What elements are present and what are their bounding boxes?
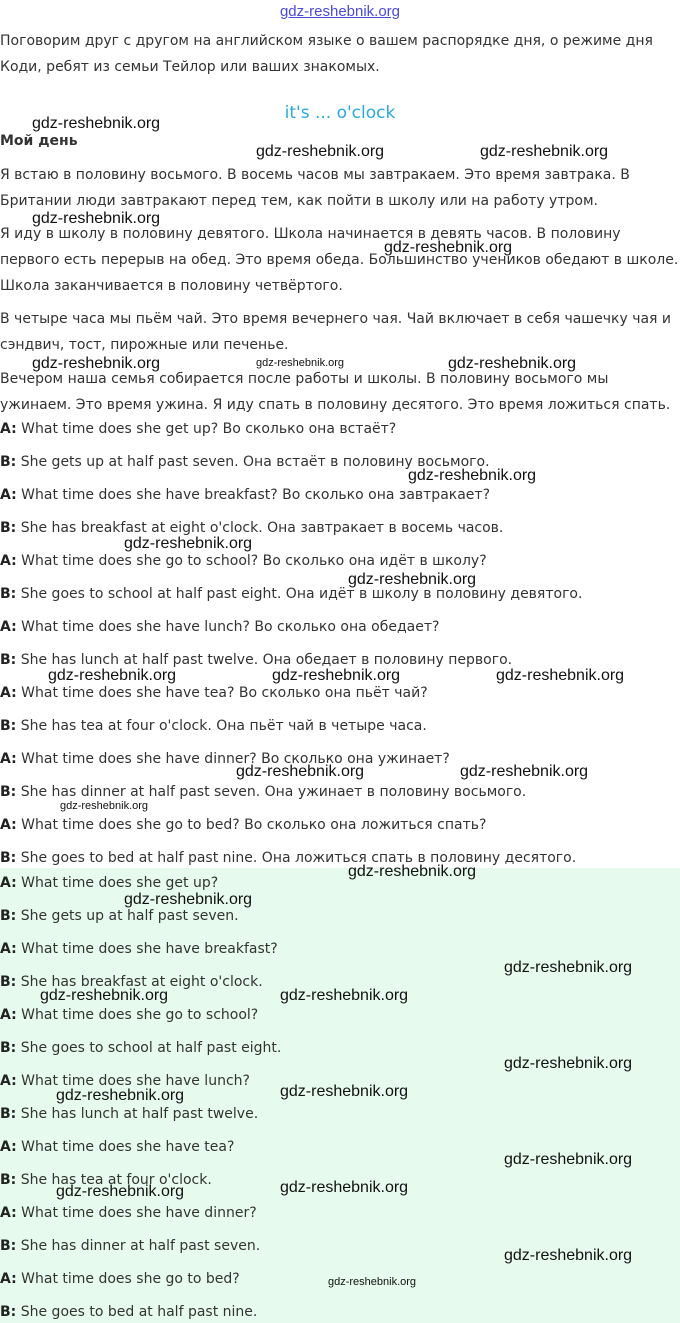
watermark: gdz-reshebnik.org bbox=[504, 1055, 633, 1072]
dialogue-en-line bbox=[0, 1006, 258, 1024]
dialogue-ru-line bbox=[0, 618, 439, 636]
dialogue-ru-line bbox=[0, 849, 576, 867]
line-text: She has tea at four o'clock. Она пьёт чай в четыре часа. bbox=[20, 718, 427, 734]
watermark: gdz-reshebnik.org bbox=[236, 763, 365, 780]
speaker-label: B: bbox=[0, 974, 17, 990]
dialogue-en-line bbox=[0, 874, 218, 892]
dialogue-ru-line bbox=[0, 750, 450, 768]
watermark: gdz-reshebnik.org bbox=[32, 210, 161, 227]
speaker-label: B: bbox=[0, 652, 17, 668]
line-text: What time does she get up? Во сколько она встаёт? bbox=[21, 421, 397, 437]
paragraph-2: Я иду в школу в половину девятого. Школа начинается в девять часов. В половину первого есть перерыв на обед. Это время обеда. Большинство учеников обедают в школе. Школа заканчивается в половину четвёртого. bbox=[0, 226, 679, 294]
line-text: What time does she go to bed? Во сколько она ложиться спать? bbox=[21, 817, 487, 833]
line-text: What time does she go to school? Во сколько она идёт в школу? bbox=[21, 553, 487, 569]
watermark: gdz-reshebnik.org bbox=[32, 355, 161, 372]
line-text: She gets up at half past seven. bbox=[20, 908, 239, 924]
line-text: What time does she go to school? bbox=[21, 1007, 259, 1023]
watermark: gdz-reshebnik.org bbox=[256, 143, 385, 160]
section-title: it's ... o'clock bbox=[284, 103, 396, 123]
speaker-label: A: bbox=[0, 1205, 17, 1221]
dialogue-en-line bbox=[0, 907, 239, 925]
dialogue-ru-line bbox=[0, 717, 427, 735]
watermark: gdz-reshebnik.org bbox=[256, 357, 345, 369]
speaker-label: A: bbox=[0, 685, 17, 701]
dialogue-en-line bbox=[0, 1105, 258, 1123]
dialogue-en-line bbox=[0, 1204, 257, 1222]
speaker-label: B: bbox=[0, 718, 17, 734]
dialogue-ru-line bbox=[0, 486, 490, 504]
line-text: She has tea at four o'clock. bbox=[20, 1172, 212, 1188]
line-text: She has breakfast at eight o'clock. bbox=[20, 974, 263, 990]
watermark: gdz-reshebnik.org bbox=[48, 667, 177, 684]
line-text: She goes to bed at half past nine. Она ложиться спать в половину десятого. bbox=[20, 850, 577, 866]
watermark: gdz-reshebnik.org bbox=[504, 1247, 633, 1264]
watermark: gdz-reshebnik.org bbox=[384, 239, 513, 256]
speaker-label: B: bbox=[0, 520, 17, 536]
dialogue-en-line bbox=[0, 1270, 240, 1288]
line-text: She goes to bed at half past nine. bbox=[20, 1304, 258, 1320]
line-text: What time does she have breakfast? bbox=[21, 941, 278, 957]
line-text: She goes to school at half past eight. bbox=[20, 1040, 282, 1056]
line-text: She has dinner at half past seven. Она ужинает в половину восьмого. bbox=[20, 784, 527, 800]
speaker-label: A: bbox=[0, 817, 17, 833]
speaker-label: A: bbox=[0, 875, 17, 891]
watermark: gdz-reshebnik.org bbox=[124, 535, 253, 552]
site-link[interactable]: gdz-reshebnik.org bbox=[279, 3, 401, 20]
paragraph-3: В четыре часа мы пьём чай. Это время вечернего чая. Чай включает в себя чашечку чая и сэндвич, тост, пирожные или печенье. bbox=[0, 311, 672, 353]
speaker-label: A: bbox=[0, 487, 17, 503]
dialogue-en-line bbox=[0, 1303, 257, 1321]
watermark: gdz-reshebnik.org bbox=[348, 571, 477, 588]
speaker-label: B: bbox=[0, 784, 17, 800]
paragraph-1: Я встаю в половину восьмого. В восемь часов мы завтракаем. Это время завтрака. В Британии люди завтракают перед тем, как пойти в школу или на работу утром. bbox=[0, 167, 630, 209]
speaker-label: B: bbox=[0, 454, 17, 470]
speaker-label: A: bbox=[0, 619, 17, 635]
dialogue-ru-line bbox=[0, 684, 428, 702]
speaker-label: A: bbox=[0, 1007, 17, 1023]
dialogue-ru-line bbox=[0, 552, 487, 570]
line-text: She has dinner at half past seven. bbox=[20, 1238, 261, 1254]
speaker-label: B: bbox=[0, 1040, 17, 1056]
speaker-label: A: bbox=[0, 421, 17, 437]
text-heading: Мой день bbox=[0, 133, 78, 149]
line-text: What time does she go to bed? bbox=[21, 1271, 240, 1287]
speaker-label: B: bbox=[0, 850, 17, 866]
dialogue-ru-line bbox=[0, 783, 526, 801]
line-text: What time does she have breakfast? Во сколько она завтракает? bbox=[21, 487, 491, 503]
watermark: gdz-reshebnik.org bbox=[504, 959, 633, 976]
line-text: What time does she have lunch? bbox=[21, 1073, 250, 1089]
watermark: gdz-reshebnik.org bbox=[32, 115, 161, 132]
dialogue-en-line bbox=[0, 940, 278, 958]
speaker-label: A: bbox=[0, 941, 17, 957]
speaker-label: A: bbox=[0, 1139, 17, 1155]
line-text: What time does she have tea? bbox=[21, 1139, 235, 1155]
watermark: gdz-reshebnik.org bbox=[348, 863, 477, 880]
line-text: What time does she have tea? Во сколько она пьёт чай? bbox=[21, 685, 428, 701]
watermark: gdz-reshebnik.org bbox=[280, 987, 409, 1004]
dialogue-ru-line bbox=[0, 585, 582, 603]
speaker-label: B: bbox=[0, 1304, 17, 1320]
watermark: gdz-reshebnik.org bbox=[56, 1087, 185, 1104]
watermark: gdz-reshebnik.org bbox=[408, 467, 537, 484]
line-text: What time does she have lunch? Во сколько она обедает? bbox=[21, 619, 440, 635]
watermark: gdz-reshebnik.org bbox=[496, 667, 625, 684]
intro-text: Поговорим друг с другом на английском языке о вашем распорядке дня, о режиме дня Коди, ребят из семьи Тейлор или ваших знакомых. bbox=[0, 33, 653, 75]
speaker-label: B: bbox=[0, 908, 17, 924]
speaker-label: A: bbox=[0, 1271, 17, 1287]
speaker-label: B: bbox=[0, 586, 17, 602]
paragraph-4: Вечером наша семья собирается после работы и школы. В половину восьмого мы ужинаем. Это время ужина. Я иду спать в половину десятого. Это время ложиться спать. bbox=[0, 371, 671, 413]
line-text: She has lunch at half past twelve. Она обедает в половину первого. bbox=[20, 652, 513, 668]
line-text: She goes to school at half past eight. Она идёт в школу в половину девятого. bbox=[20, 586, 583, 602]
line-text: She gets up at half past seven. Она встаёт в половину восьмого. bbox=[20, 454, 490, 470]
watermark: gdz-reshebnik.org bbox=[460, 763, 589, 780]
speaker-label: B: bbox=[0, 1106, 17, 1122]
watermark: gdz-reshebnik.org bbox=[56, 1183, 185, 1200]
watermark: gdz-reshebnik.org bbox=[280, 1083, 409, 1100]
speaker-label: B: bbox=[0, 1238, 17, 1254]
line-text: What time does she have dinner? bbox=[21, 1205, 257, 1221]
speaker-label: B: bbox=[0, 1172, 17, 1188]
watermark: gdz-reshebnik.org bbox=[328, 1276, 417, 1288]
line-text: She has lunch at half past twelve. bbox=[20, 1106, 259, 1122]
dialogue-en-line bbox=[0, 1237, 260, 1255]
watermark: gdz-reshebnik.org bbox=[504, 1151, 633, 1168]
watermark: gdz-reshebnik.org bbox=[60, 800, 149, 812]
dialogue-en-line bbox=[0, 1138, 234, 1156]
speaker-label: A: bbox=[0, 1073, 17, 1089]
dialogue-ru-line bbox=[0, 420, 396, 438]
speaker-label: A: bbox=[0, 553, 17, 569]
watermark: gdz-reshebnik.org bbox=[280, 1179, 409, 1196]
watermark: gdz-reshebnik.org bbox=[124, 891, 253, 908]
watermark: gdz-reshebnik.org bbox=[40, 987, 169, 1004]
watermark: gdz-reshebnik.org bbox=[448, 355, 577, 372]
watermark: gdz-reshebnik.org bbox=[272, 667, 401, 684]
line-text: What time does she have dinner? Во сколько она ужинает? bbox=[21, 751, 450, 767]
line-text: She has breakfast at eight o'clock. Она завтракает в восемь часов. bbox=[20, 520, 504, 536]
dialogue-en-line bbox=[0, 1039, 281, 1057]
speaker-label: A: bbox=[0, 751, 17, 767]
line-text: What time does she get up? bbox=[21, 875, 219, 891]
dialogue-ru-line bbox=[0, 816, 486, 834]
watermark: gdz-reshebnik.org bbox=[480, 143, 609, 160]
